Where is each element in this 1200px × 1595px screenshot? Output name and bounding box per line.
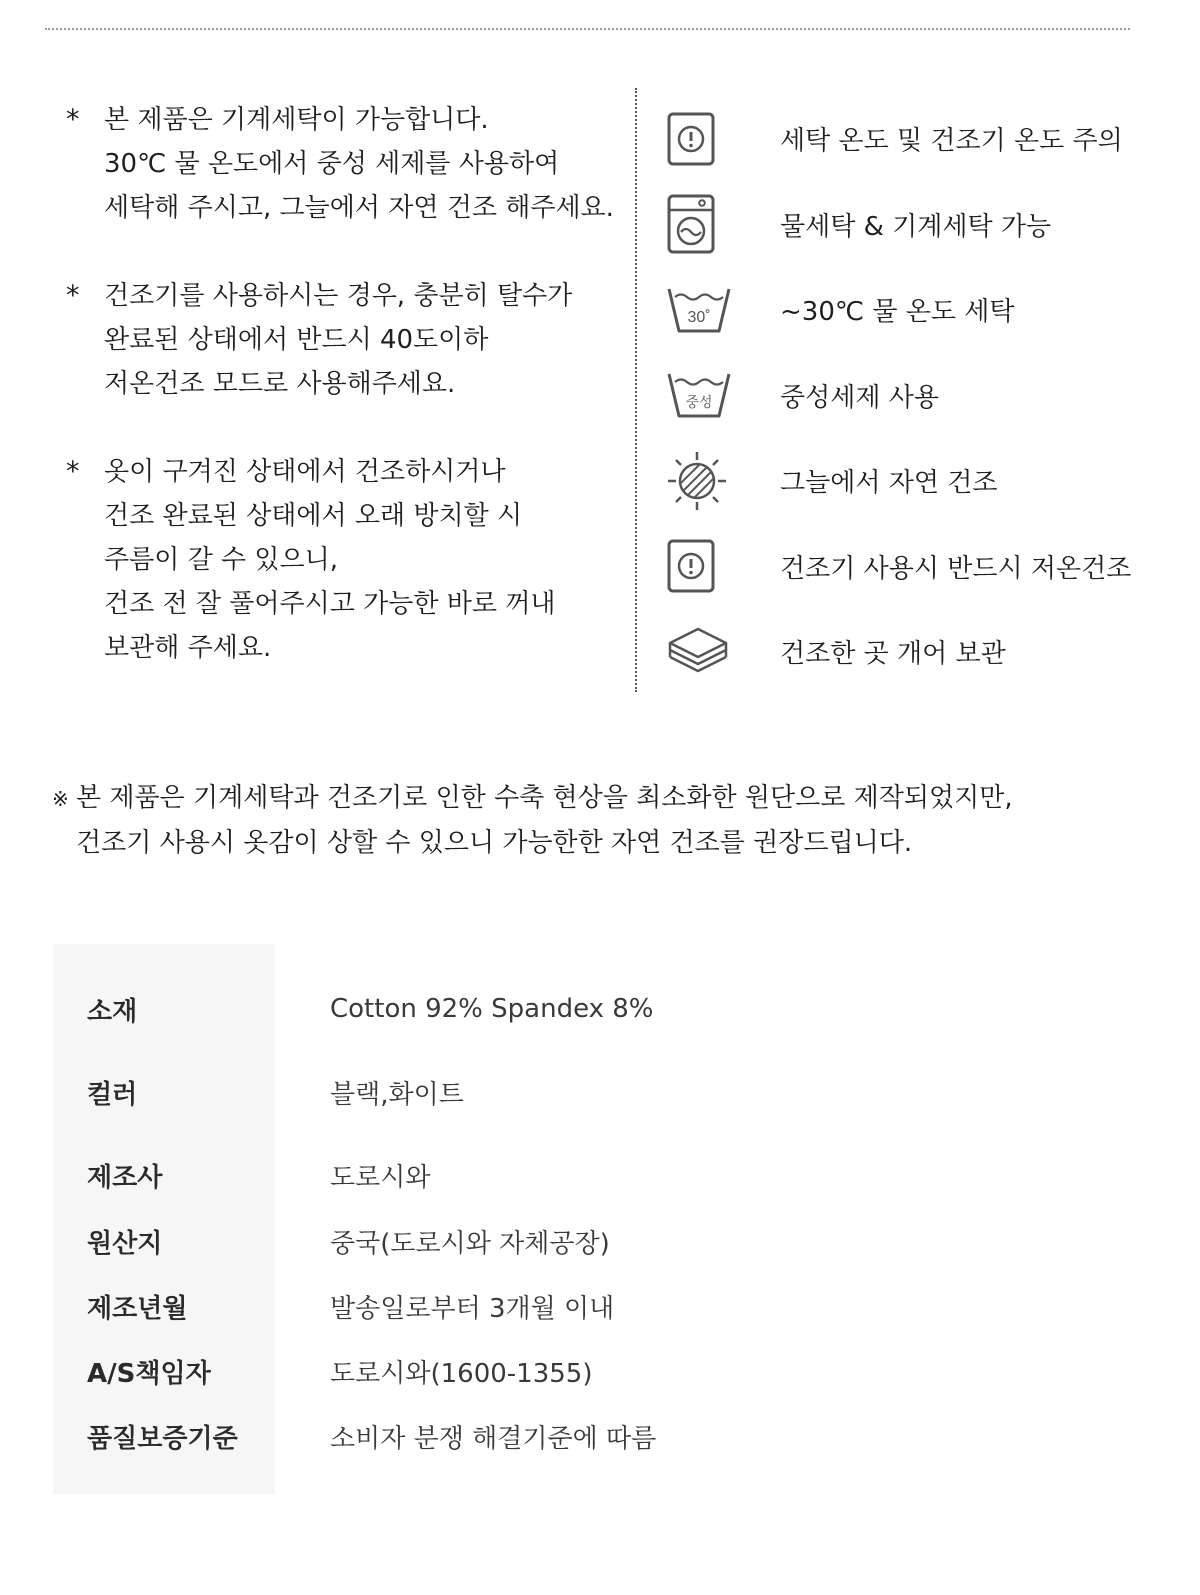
spec-key: 소재 — [87, 996, 138, 1027]
care-label: 건조한 곳 개어 보관 — [780, 639, 1006, 670]
disclaimer-text-1: 본 제품은 기계세탁과 건조기로 인한 수축 현상을 최소화한 원단으로 제작되었지만, — [76, 783, 1013, 813]
neutral-detergent-icon-label: 중성 — [685, 395, 713, 412]
spec-row — [53, 1346, 1153, 1396]
spec-value: Cotton 92% Spandex 8% — [330, 994, 654, 1024]
spec-key: 제조사 — [87, 1162, 163, 1193]
note-line: 보관해 주세요. — [104, 633, 272, 663]
note-bullet: * — [66, 280, 80, 311]
vertical-dotted-divider — [635, 88, 637, 692]
spec-value: 도로시와 — [330, 1162, 431, 1193]
note-line: 건조 전 잘 풀어주시고 가능한 바로 꺼내 — [104, 589, 556, 619]
note-line: 건조기를 사용하시는 경우, 충분히 탈수가 — [104, 281, 573, 311]
wash-30-icon-label: 30˚ — [687, 308, 711, 326]
spec-value: 블랙,화이트 — [330, 1079, 464, 1110]
care-row — [666, 267, 1146, 353]
spec-key: 제조년월 — [87, 1293, 188, 1324]
note-line: 완료된 상태에서 반드시 40도이하 — [104, 325, 489, 355]
neutral-detergent-icon — [666, 362, 742, 428]
spec-table — [53, 944, 1153, 1494]
care-row — [666, 353, 1146, 439]
care-label: 그늘에서 자연 건조 — [780, 468, 998, 499]
note-line: 저온건조 모드로 사용해주세요. — [104, 369, 456, 399]
caution-icon — [666, 106, 742, 172]
note-bullet: * — [66, 104, 80, 135]
washing-machine-icon — [666, 191, 742, 257]
spec-value: 중국(도로시와 자체공장) — [330, 1228, 610, 1259]
care-label: 건조기 사용시 반드시 저온건조 — [780, 553, 1132, 584]
spec-value: 도로시와(1600-1355) — [330, 1358, 593, 1389]
spec-key: A/S책임자 — [87, 1358, 211, 1389]
washing-notes — [66, 98, 626, 714]
care-label: 물세탁 & 기계세탁 가능 — [780, 211, 1052, 242]
note-line: 옷이 구겨진 상태에서 건조하시거나 — [104, 457, 506, 487]
spec-row — [53, 984, 1153, 1034]
note-item — [66, 98, 626, 230]
spec-row — [53, 1216, 1153, 1266]
note-bullet: * — [66, 456, 80, 487]
disclaimer-text-2: 건조기 사용시 옷감이 상할 수 있으니 가능한한 자연 건조를 권장드립니다. — [76, 828, 913, 858]
disclaimer-line — [52, 776, 1162, 821]
care-label: 세탁 온도 및 건조기 온도 주의 — [780, 126, 1123, 157]
reference-mark: ※ — [52, 787, 69, 811]
care-row — [666, 182, 1146, 268]
care-row — [666, 609, 1146, 695]
note-item — [66, 450, 626, 670]
care-label: 중성세제 사용 — [780, 382, 939, 413]
spec-row — [53, 1067, 1153, 1117]
folded-stack-icon — [666, 619, 742, 685]
note-line: 세탁해 주시고, 그늘에서 자연 건조 해주세요. — [104, 193, 614, 223]
note-line: 주름이 갈 수 있으니, — [104, 545, 338, 575]
care-label: ~30℃ 물 온도 세탁 — [780, 297, 1015, 328]
spec-row — [53, 1150, 1153, 1200]
care-instructions — [666, 96, 1146, 695]
shade-dry-icon — [666, 448, 742, 514]
note-line: 건조 완료된 상태에서 오래 방치할 시 — [104, 501, 523, 531]
disclaimer — [52, 776, 1162, 865]
spec-value: 발송일로부터 3개월 이내 — [330, 1293, 615, 1324]
caution-icon — [666, 533, 742, 599]
care-row — [666, 96, 1146, 182]
wash-30-icon — [666, 277, 742, 343]
note-line: 30℃ 물 온도에서 중성 세제를 사용하여 — [104, 149, 560, 179]
spec-key: 원산지 — [87, 1228, 163, 1259]
note-line: 본 제품은 기계세탁이 가능합니다. — [104, 105, 489, 135]
spec-key: 품질보증기준 — [87, 1423, 238, 1454]
top-dotted-divider — [45, 28, 1130, 30]
spec-row — [53, 1411, 1153, 1461]
spec-row — [53, 1281, 1153, 1331]
spec-value: 소비자 분쟁 해결기준에 따름 — [330, 1423, 657, 1454]
care-row — [666, 524, 1146, 610]
note-item — [66, 274, 626, 406]
care-row — [666, 438, 1146, 524]
spec-key: 컬러 — [87, 1079, 138, 1110]
